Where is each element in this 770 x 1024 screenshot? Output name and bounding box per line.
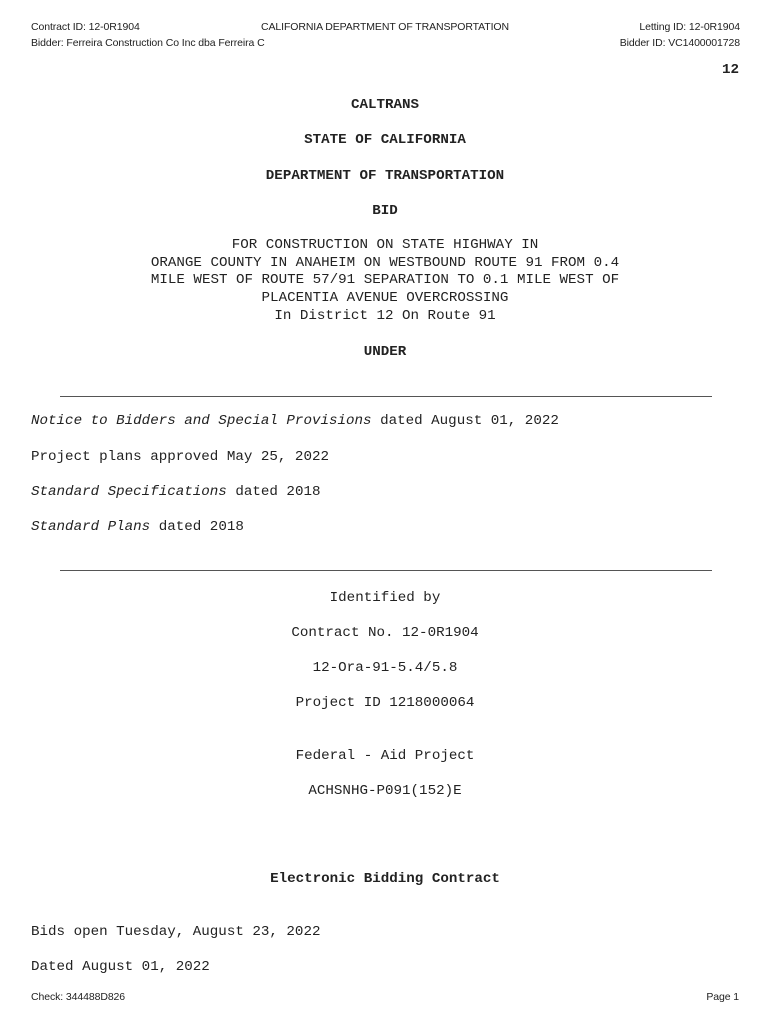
check-code: Check: 344488D826 bbox=[31, 991, 126, 1003]
standard-plans-date: dated 2018 bbox=[150, 519, 244, 535]
specs-date: dated 2018 bbox=[226, 484, 321, 500]
description-line: MILE WEST OF ROUTE 57/91 SEPARATION TO 0.1 MILE WEST OF bbox=[150, 272, 620, 289]
dated: Dated August 01, 2022 bbox=[31, 959, 210, 975]
title-state: STATE OF CALIFORNIA bbox=[304, 132, 466, 148]
federal-aid-label: Federal - Aid Project bbox=[295, 748, 475, 764]
description-line: PLACENTIA AVENUE OVERCROSSING bbox=[261, 290, 509, 307]
under-heading: UNDER bbox=[363, 344, 407, 360]
contract-id: Contract ID: 12-0R1904 bbox=[31, 21, 140, 33]
description-line: ORANGE COUNTY IN ANAHEIM ON WESTBOUND ROUTE 91 FROM 0.4 bbox=[150, 254, 620, 271]
plans-line: Project plans approved May 25, 2022 bbox=[31, 449, 329, 465]
federal-aid-number: ACHSNHG-P091(152)E bbox=[308, 783, 462, 799]
bids-open: Bids open Tuesday, August 23, 2022 bbox=[31, 924, 321, 940]
project-id: Project ID 1218000064 bbox=[295, 695, 475, 711]
bidder-name: Bidder: Ferreira Construction Co Inc dba Ferreira C bbox=[31, 37, 265, 49]
title-department: DEPARTMENT OF TRANSPORTATION bbox=[265, 168, 505, 184]
standard-plans-line bbox=[31, 519, 244, 535]
page-number: Page 1 bbox=[706, 991, 739, 1003]
specs-line bbox=[31, 484, 320, 500]
page-marker: 12 bbox=[721, 62, 739, 78]
divider bbox=[60, 570, 712, 571]
agency-name: CALIFORNIA DEPARTMENT OF TRANSPORTATION bbox=[261, 21, 509, 33]
notice-title: Notice to Bidders and Special Provisions bbox=[31, 413, 372, 429]
bidder-id: Bidder ID: VC1400001728 bbox=[619, 37, 740, 49]
contract-number: Contract No. 12-0R1904 bbox=[291, 625, 479, 641]
divider bbox=[60, 396, 712, 397]
letting-id: Letting ID: 12-0R1904 bbox=[639, 21, 740, 33]
title-bid: BID bbox=[372, 203, 398, 219]
notice-line bbox=[31, 413, 559, 429]
notice-date: dated August 01, 2022 bbox=[371, 413, 559, 429]
specs-title: Standard Specifications bbox=[31, 484, 227, 500]
title-caltrans: CALTRANS bbox=[350, 97, 420, 113]
identified-by: Identified by bbox=[329, 590, 441, 606]
project-description bbox=[0, 237, 770, 326]
electronic-bidding-heading: Electronic Bidding Contract bbox=[270, 871, 500, 887]
description-line: FOR CONSTRUCTION ON STATE HIGHWAY IN bbox=[231, 237, 539, 253]
standard-plans-title: Standard Plans bbox=[31, 519, 151, 535]
description-line: In District 12 On Route 91 bbox=[274, 307, 496, 324]
location-code: 12-Ora-91-5.4/5.8 bbox=[312, 660, 458, 676]
